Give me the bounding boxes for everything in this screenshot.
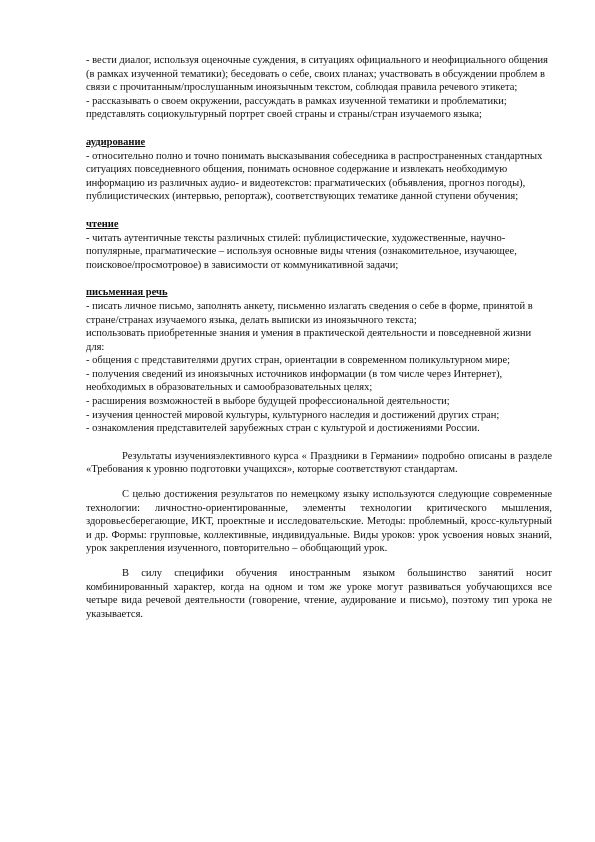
list-item: - вести диалог, используя оценочные суждения, в ситуациях официального и неофициального общения (в рамках изученной тематики); беседовать о себе, своих планах; участвовать в обсуждении проблем в связи с прочитанным/прослушанным иноязычным текстом, соблюдая правила речевого этикета;: [86, 55, 548, 94]
section-heading: письменная речь: [86, 287, 168, 299]
list-item: - рассказывать о своем окружении, рассуждать в рамках изученной тематики и проблематики; представлять социокультурный портрет своей страны и страны/стран изучаемого языка;: [86, 95, 507, 121]
list-item: - читать аутентичные тексты различных стилей: публицистические, художественные, научно-популярные, прагматические – используя основные виды чтения (ознакомительное, изучающее, поисковое/просмотровое) в зависимости от коммуникативной задачи;: [86, 232, 517, 271]
reading-section: [86, 218, 552, 272]
results-paragraph: Результаты изученияэлективного курса « Праздники в Германии» подробно описаны в разделе «Требования к уровню подготовки учащихся», которые соответствуют стандартам.: [86, 450, 552, 476]
lesson-type-paragraph: В силу специфики обучения иностранным языком большинство занятий носит комбинированный характер, когда на одном и том же уроке могут развиваться уобучающихся все четыре вида речевой деятельности (говорение, чтение, аудирование и письмо), поэтому тип урока не указывается.: [86, 568, 552, 620]
list-item: - общения с представителями других стран, ориентации в современном поликультурном мире;: [86, 355, 511, 367]
technologies-paragraph: С целью достижения результатов по немецкому языку используются следующие современные технологии: личностно-ориентированные, элементы технологии критического мышления, здоровьесберегающие, ИКТ, проектные и исследовательские. Методы: проблемный, кросс-культурный и др. Формы: групповые, коллективные, индивидуальные. Виды уроков: урок усвоения новых знаний, урок закрепления изученного, повторительно – обобщающий урок.: [86, 489, 552, 555]
section-heading: чтение: [86, 218, 119, 230]
listening-section: [86, 136, 552, 204]
list-item: - относительно полно и точно понимать высказывания собеседника в распространенных стандартных ситуациях повседневного общения, понимать основное содержание и извлекать необходимую информацию из различных аудио- и видеотекстов: прагматических (объявления, прогноз погоды), публицистических (интервью, репортаж), соответствующих тематике данной ступени обучения;: [86, 150, 543, 203]
speaking-section: [86, 54, 552, 122]
list-item: - расширения возможностей в выборе будущей профессиональной деятельности;: [86, 396, 450, 408]
document-body: [86, 54, 552, 621]
list-item: - ознакомления представителей зарубежных стран с культурой и достижениями России.: [86, 423, 480, 435]
list-item: - получения сведений из иноязычных источников информации (в том числе через Интернет), необходимых в образовательных и самообразовательных целях;: [86, 368, 503, 394]
list-item: - писать личное письмо, заполнять анкету, письменно излагать сведения о себе в форме, принятой в стране/странах изучаемого языка, делать выписки из иноязычного текста;: [86, 300, 533, 326]
list-item: - изучения ценностей мировой культуры, культурного наследия и достижений других стран;: [86, 409, 500, 421]
section-heading: аудирование: [86, 136, 146, 148]
writing-section: [86, 286, 552, 436]
list-item: использовать приобретенные знания и умения в практической деятельности и повседневной жизни для:: [86, 328, 532, 353]
